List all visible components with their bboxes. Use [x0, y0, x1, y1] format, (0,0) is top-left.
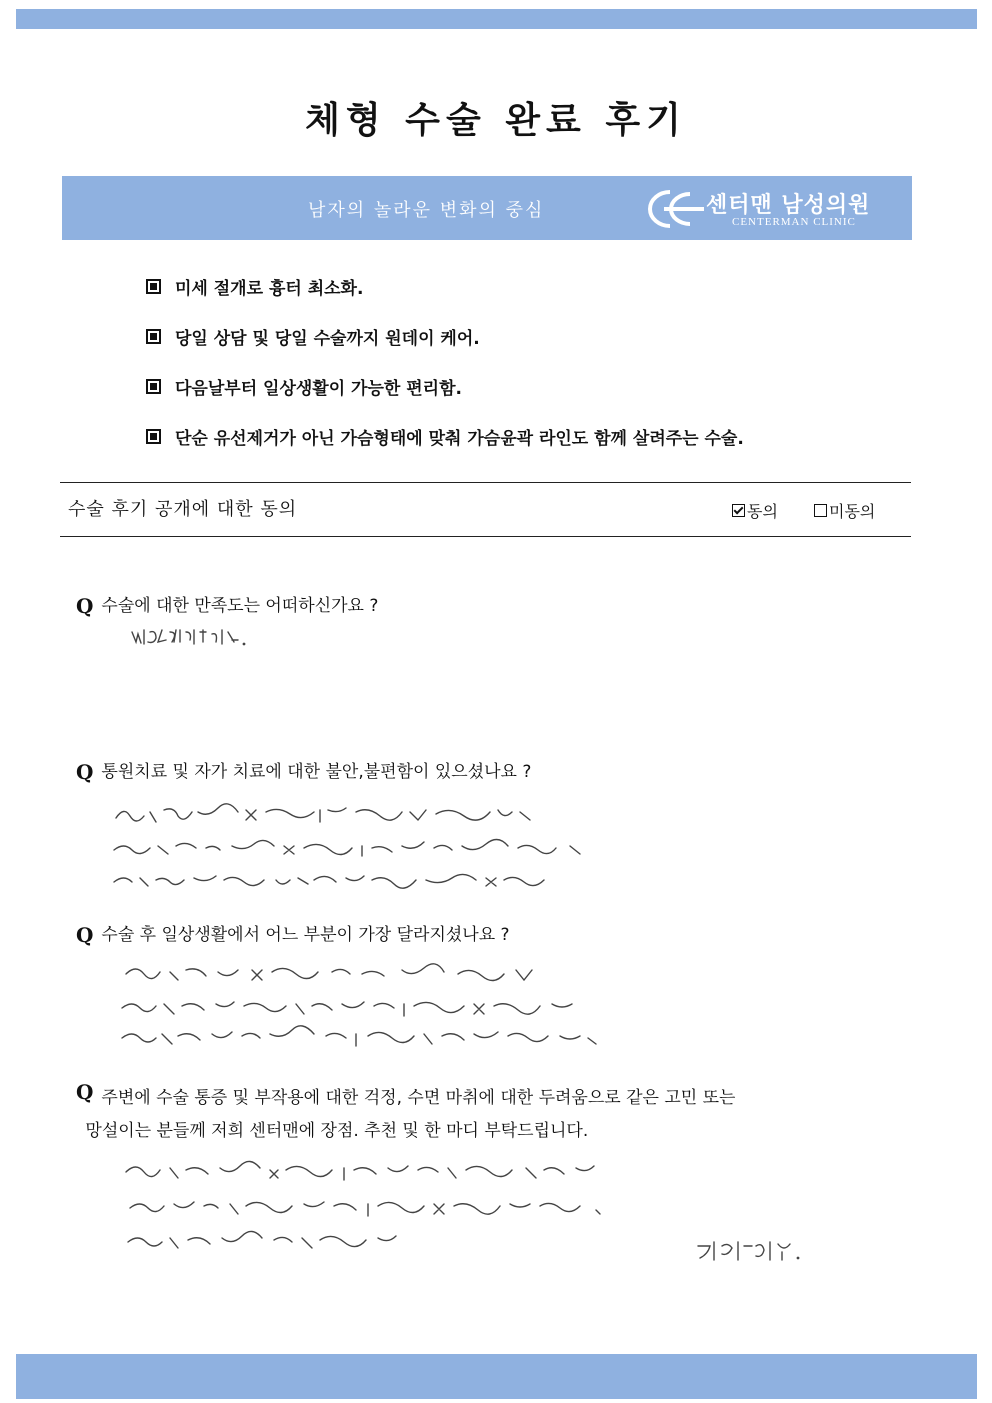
clinic-logo-icon	[626, 186, 706, 232]
feature-text: 미세 절개로 흉터 최소화.	[175, 279, 364, 299]
feature-item	[146, 324, 744, 349]
filled-square-bullet-icon	[146, 329, 161, 344]
logo-name: 센터맨 남성의원	[706, 193, 871, 218]
checked-checkbox-icon[interactable]	[732, 504, 745, 517]
handwritten-answer-4	[116, 1150, 616, 1264]
bottom-decor-bar	[16, 1354, 977, 1399]
empty-checkbox-icon[interactable]	[814, 504, 827, 517]
consent-disagree-option[interactable]	[814, 499, 875, 522]
feature-item	[146, 274, 744, 299]
question-text-line-1: 주변에 수술 통증 및 부작용에 대한 걱정, 수면 마취에 대한 두려움으로 같은 고민 또는	[101, 1088, 736, 1108]
question-text	[85, 1082, 736, 1148]
question-marker: Q	[76, 1080, 94, 1104]
banner-slogan: 남자의 놀라운 변화의 중심	[308, 200, 545, 221]
consent-agree-option[interactable]	[732, 499, 778, 522]
feature-item	[146, 424, 744, 449]
handwritten-answer-3	[112, 952, 606, 1058]
question-marker: Q	[76, 923, 94, 947]
question-1	[76, 596, 378, 616]
feature-item	[146, 374, 744, 399]
filled-square-bullet-icon	[146, 429, 161, 444]
feature-text: 당일 상담 및 당일 수술까지 원데이 케어.	[175, 329, 480, 349]
clinic-banner	[62, 176, 912, 240]
clinic-logo	[626, 186, 896, 232]
disagree-label: 미동의	[829, 502, 876, 521]
question-4	[76, 1082, 735, 1148]
logo-subtitle: CENTERMAN CLINIC	[732, 216, 856, 228]
question-marker: Q	[76, 760, 94, 784]
page-title: 체형 수술 완료 후기	[305, 100, 687, 141]
question-text: 수술 후 일상생활에서 어느 부분이 가장 달라지셨나요 ?	[101, 925, 510, 945]
handwritten-closing-signature	[694, 1236, 804, 1266]
question-marker: Q	[76, 594, 94, 618]
handwritten-answer-1	[128, 624, 248, 652]
question-2	[76, 762, 531, 782]
question-text-line-2: 망설이는 분들께 저희 센터맨에 장점. 추천 및 한 마디 부탁드립니다.	[85, 1121, 589, 1141]
filled-square-bullet-icon	[146, 379, 161, 394]
handwritten-answer-2	[106, 790, 596, 900]
feature-list	[146, 274, 744, 474]
consent-bottom-rule	[60, 536, 911, 537]
consent-label: 수술 후기 공개에 대한 동의	[68, 499, 298, 520]
filled-square-bullet-icon	[146, 279, 161, 294]
feature-text: 다음날부터 일상생활이 가능한 편리함.	[175, 379, 462, 399]
question-text: 통원치료 및 자가 치료에 대한 불안,불편함이 있으셨나요 ?	[101, 762, 532, 782]
consent-top-rule	[60, 482, 911, 483]
agree-label: 동의	[747, 502, 778, 521]
top-decor-bar	[16, 9, 977, 29]
question-3	[76, 925, 510, 945]
feature-text: 단순 유선제거가 아닌 가슴형태에 맞춰 가슴윤곽 라인도 함께 살려주는 수술.	[175, 429, 744, 449]
question-text: 수술에 대한 만족도는 어떠하신가요 ?	[101, 596, 379, 616]
